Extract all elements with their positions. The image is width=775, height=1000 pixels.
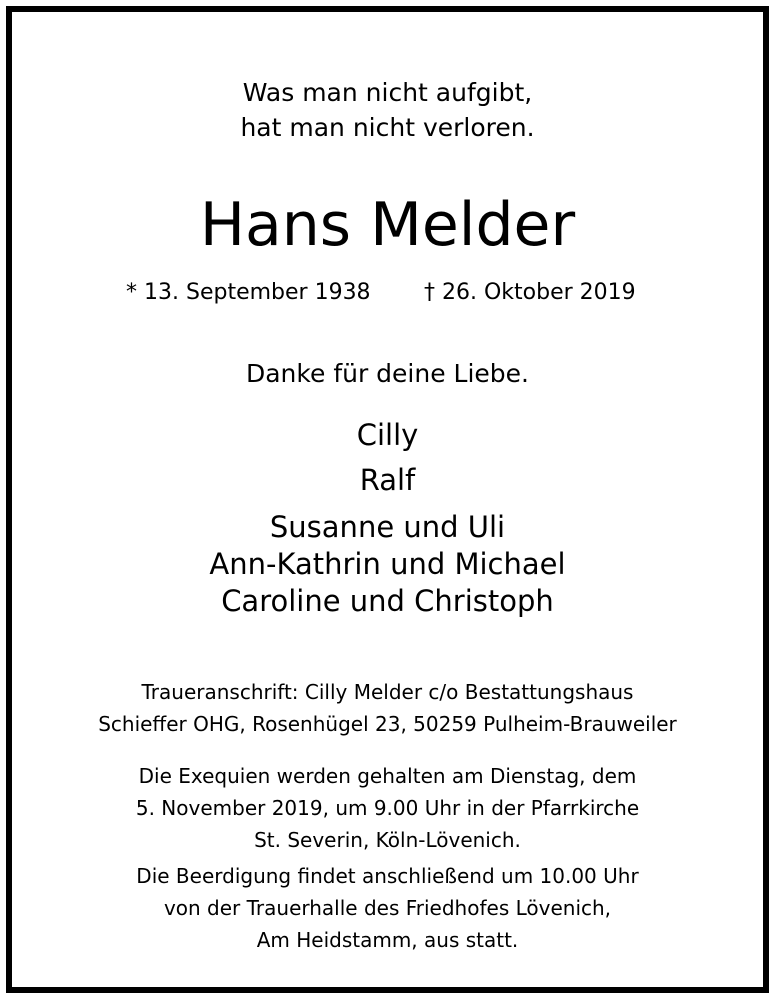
exequien-line-2: 5. November 2019, um 9.00 Uhr in der Pfarrkirche	[135, 796, 640, 820]
motto-line-2: hat man nicht verloren.	[240, 113, 535, 142]
exequien-line-1: Die Exequien werden gehalten am Dienstag, dem	[138, 764, 637, 788]
family-member: Caroline und Christoph	[221, 584, 554, 618]
death-date: † 26. Oktober 2019	[424, 280, 636, 305]
family-member: Ann-Kathrin und Michael	[209, 547, 566, 581]
family-member: Ralf	[359, 463, 416, 497]
motto-line-1: Was man nicht aufgibt,	[242, 78, 533, 107]
thanks-line: Danke für deine Liebe.	[245, 359, 530, 388]
address-line-2: Schieffer OHG, Rosenhügel 23, 50259 Pulheim-Brauweiler	[98, 712, 677, 736]
address-line-1: Traueranschrift: Cilly Melder c/o Bestattungshaus	[141, 680, 634, 704]
family-member: Susanne und Uli	[269, 510, 506, 544]
exequien-line-3: St. Severin, Köln-Lövenich.	[254, 828, 521, 852]
birth-date: * 13. September 1938	[126, 280, 371, 305]
deceased-name: Hans Melder	[199, 190, 576, 260]
burial-line-3: Am Heidstamm, aus statt.	[256, 928, 519, 952]
burial-line-1: Die Beerdigung findet anschließend um 10.00 Uhr	[136, 864, 639, 888]
burial-line-2: von der Trauerhalle des Friedhofes Lövenich,	[163, 896, 612, 920]
family-member: Cilly	[356, 418, 419, 452]
